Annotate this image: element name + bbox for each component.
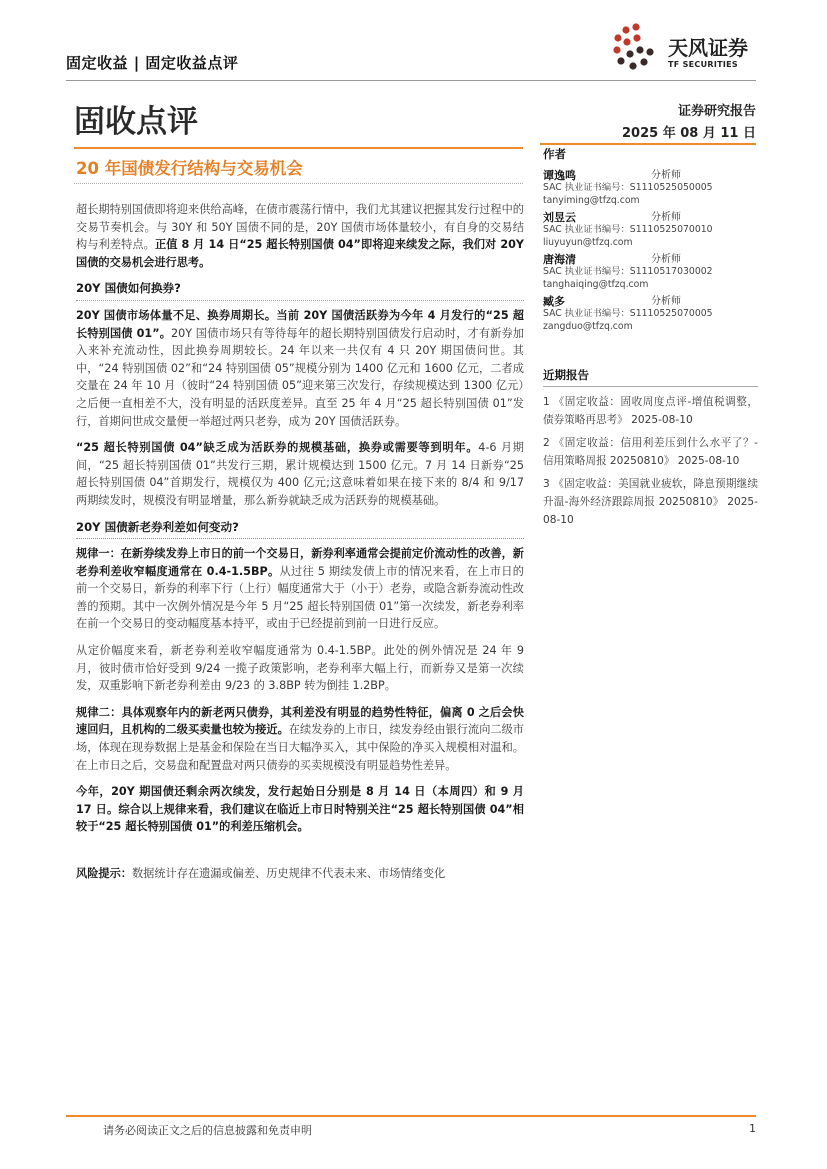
main-content (76, 201, 524, 892)
author-name: 谭逸鸣 (543, 169, 576, 182)
page-number: 1 (749, 1122, 756, 1135)
author-email[interactable]: tanyiming@tfzq.com (543, 194, 640, 206)
section-title-spread: 20Y 国债新老券利差如何变动? (76, 519, 524, 540)
author-email[interactable]: zangduo@tfzq.com (543, 320, 633, 332)
section2-paragraph2: 从定价幅度来看，新老券利差收窄幅度通常为 0.4-1.5BP。此处的例外情况是 24 年 9 月，彼时债市恰好受到 9/24 一揽子政策影响，老券利率大幅上行，而新券又是第一次续发，双重影响下新老券利差由 9/23 的 3.8BP 转为倒挂 1.2BP。 (76, 644, 524, 693)
intro-paragraph: 超长期特别国债即将迎来供给高峰，在债市震荡行情中，我们尤其建议把握其发行过程中的交易节奏机会。与 30Y 和 50Y 国债不同的是，20Y 国债市场体量较小，有自身的交易结构与利差特点。正值 8 月 14 日“25 超长特别国债 04”即将迎来续发之际，我们对 20Y 国债的交易机会进行思考。 (76, 203, 524, 269)
risk-paragraph: 风险提示：数据统计存在遗漏或偏差、历史规律不代表未来、市场情绪变化 (76, 867, 446, 880)
section-title-swap: 20Y 国债如何换券? (76, 280, 524, 301)
accent-bar-side (540, 143, 756, 145)
section1-paragraph1: 20Y 国债市场体量不足、换券周期长。当前 20Y 国债活跃券为今年 4 月发行的“25 超长特别国债 01”。20Y 国债市场只有等待每年的超长期特别国债发行启动时，才有新券加入来补充流动性，因此换券周期较长。24 年以来一共仅有 4 只 20Y 期国债问世。其中，“24 特别国债 02”和“24 特别国债 05”规模分别为 1400 亿元和 1600 亿元，二者成交量在 24 年 10 月（彼时“24 特别国债 05”迎来第三次发行，存续规模达到 1300 亿元）之后便一直相差不大，没有明显的活跃度差异。直至 25 年 4 月“25 超长特别国债 01”发行，首期问世成交量便一举超过两只老券，成为 20Y 国债活跃券。 (76, 308, 524, 428)
section2-paragraph1: 规律一：在新券续发券上市日的前一个交易日，新券利率通常会提前定价流动性的改善，新老券利差收窄幅度通常在 0.4-1.5BP。从过往 5 期续发债上市的情况来看，在上市日的前一个交易日，新券的利率下行（上行）幅度通常大于（小于）老券，或隐含新券流动性改善的预期。其中一次例外情况是今年 5 月“25 超长特别国债 01”第一次续发，新老券利率在前一个交易日的变动幅度基本持平，或由于已经提前到前一日进行反应。 (76, 547, 524, 631)
header-category: 固定收益 | 固定收益点评 (66, 54, 239, 72)
report-subtitle: 20 年国债发行结构与交易机会 (76, 159, 303, 178)
author-role: 分析师 (651, 212, 681, 223)
author-sac: SAC 执业证书编号：S1110525050005 (543, 182, 713, 193)
recent-report-item[interactable]: 3 《固定收益：美国就业疲软，降息预期继续升温-海外经济跟踪周报 20250810》 2025-08-10 (543, 478, 758, 526)
recent-report-item[interactable]: 1 《固定收益：固收周度点评-增值税调整，债券策略再思考》 2025-08-10 (543, 396, 758, 426)
report-type: 证券研究报告 (677, 104, 756, 119)
author-name: 刘昱云 (543, 211, 576, 224)
author-sac: SAC 执业证书编号：S1110525070005 (543, 308, 713, 319)
conclusion-paragraph: 今年，20Y 期国债还剩余两次续发，发行起始日分别是 8 月 14 日（本周四）和 9 月 17 日。综合以上规律来看，我们建议在临近上市日时特别关注“25 超长特别国债 04”相较于“25 超长特别国债 01”的利差压缩机会。 (76, 785, 524, 834)
author-role: 分析师 (651, 296, 681, 307)
author-entry (543, 211, 758, 249)
report-date: 2025 年 08 月 11 日 (622, 126, 756, 141)
recent-report-item[interactable]: 2 《固定收益：信用利差压到什么水平了？-信用策略周报 20250810》 2025-08-10 (543, 437, 758, 467)
recent-reports-panel (543, 367, 758, 534)
section2-paragraph3: 规律二：具体观察年内的新老两只债券，其利差没有明显的趋势性特征，偏离 0 之后会快速回归，且机构的二级买卖量也较为接近。在续发券的上市日，续发券经由银行流向二级市场，体现在现券数据上是基金和保险在当日大幅净买入，其中保险的净买入规模相对温和。在上市日之后，交易盘和配置盘对两只债券的买卖规模没有明显趋势性差异。 (76, 705, 524, 772)
logo-subtitle: TF SECURITIES (668, 60, 738, 69)
doc-type-title: 固收点评 (74, 104, 198, 140)
header-divider (66, 80, 756, 81)
author-sac: SAC 执业证书编号：S1110517030002 (543, 266, 713, 277)
footer-disclaimer: 请务必阅读正文之后的信息披露和免责申明 (103, 1124, 312, 1137)
recent-divider (543, 386, 758, 387)
author-name: 臧多 (543, 295, 565, 308)
author-role: 分析师 (651, 254, 681, 265)
author-role: 分析师 (651, 170, 681, 181)
subtitle-divider (74, 183, 523, 184)
author-email[interactable]: liuyuyun@tfzq.com (543, 236, 633, 248)
author-name: 唐海清 (543, 253, 576, 266)
author-entry (543, 169, 758, 207)
recent-heading: 近期报告 (543, 368, 589, 382)
section1-paragraph2: “25 超长特别国债 04”缺乏成为活跃券的规模基础，换券或需要等到明年。4-6 月期间，“25 超长特别国债 01”共发行三期，累计规模达到 1500 亿元。7 月 14 日新券“25 超长特别国债 04”首期发行，规模仅为 400 亿元;这意味着如果在接下来的 8/4 和 9/17 两期续发时，规模没有明显增量，那么新券就缺乏成为活跃券的规模基础。 (76, 441, 524, 507)
authors-panel (543, 146, 758, 333)
footer-divider (66, 1115, 756, 1117)
logo-name: 天风证券 (668, 36, 748, 60)
author-entry (543, 253, 758, 291)
author-entry (543, 295, 758, 333)
author-email[interactable]: tanghaiqing@tfzq.com (543, 278, 649, 290)
accent-bar-main (74, 147, 523, 149)
author-sac: SAC 执业证书编号：S1110525070010 (543, 224, 713, 235)
authors-heading: 作者 (543, 147, 566, 161)
